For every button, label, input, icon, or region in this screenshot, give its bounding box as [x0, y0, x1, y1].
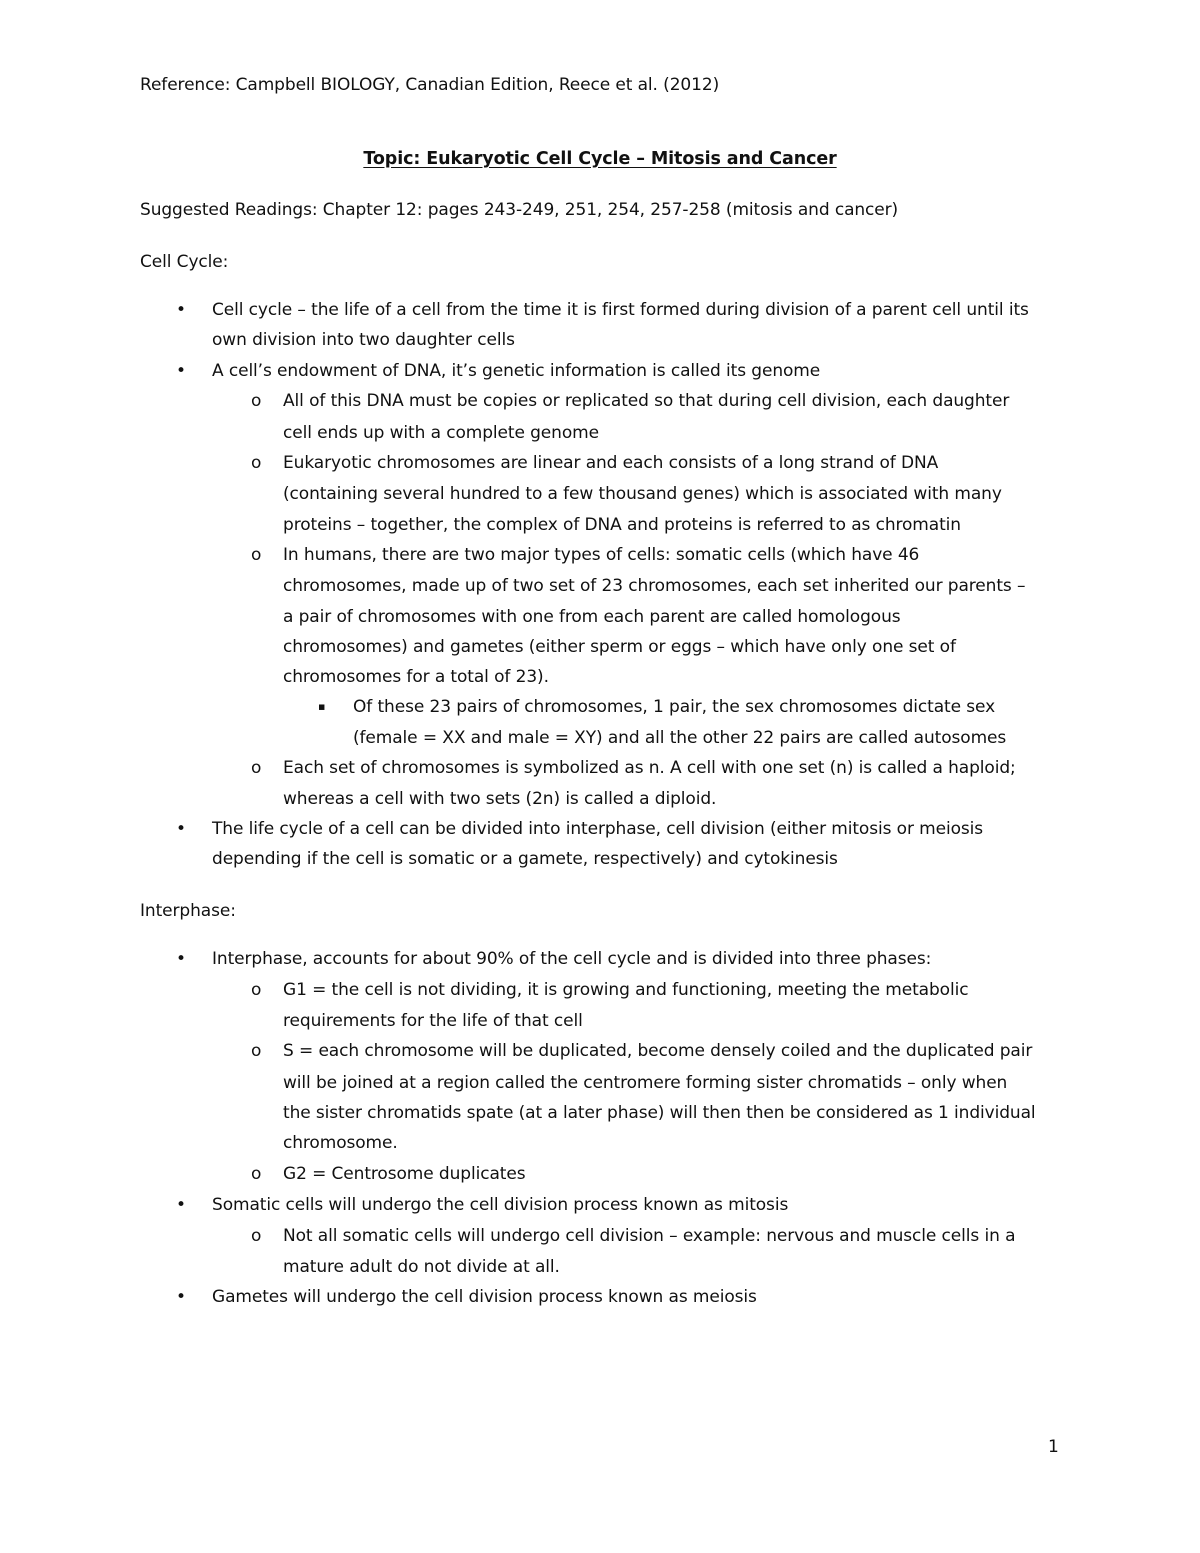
sub-list-item-continuation: chromosome.: [283, 1133, 398, 1153]
cell-cycle-heading: Cell Cycle:: [140, 252, 229, 272]
sub-list-item: Not all somatic cells will undergo cell division – example: nervous and muscle cells in a: [283, 1226, 1016, 1246]
sub-list-item-continuation: proteins – together, the complex of DNA and proteins is referred to as chromatin: [283, 515, 961, 535]
list-item: Interphase, accounts for about 90% of the cell cycle and is divided into three phases:: [212, 949, 932, 969]
sub-bullet-marker: o: [251, 545, 262, 565]
bullet-marker: •: [176, 1195, 187, 1215]
interphase-heading: Interphase:: [140, 901, 236, 921]
bullet-marker: •: [176, 949, 187, 969]
sub-list-item-continuation: chromosomes for a total of 23).: [283, 667, 549, 687]
sub-list-item: G1 = the cell is not dividing, it is growing and functioning, meeting the metabolic: [283, 980, 969, 1000]
sub-list-item: All of this DNA must be copies or replicated so that during cell division, each daughter: [283, 391, 1010, 411]
sub-list-item-continuation: (containing several hundred to a few thousand genes) which is associated with many: [283, 484, 1002, 504]
bullet-marker: •: [176, 1287, 187, 1307]
sub-list-item-continuation: will be joined at a region called the centromere forming sister chromatids – only when: [283, 1073, 1008, 1093]
bullet-marker: •: [176, 361, 187, 381]
list-item-continuation: own division into two daughter cells: [212, 330, 515, 350]
sub-bullet-marker: o: [251, 391, 262, 411]
list-item: Gametes will undergo the cell division process known as meiosis: [212, 1287, 757, 1307]
sub-list-item-continuation: chromosomes, made up of two set of 23 chromosomes, each set inherited our parents –: [283, 576, 1026, 596]
list-item: A cell’s endowment of DNA, it’s genetic information is called its genome: [212, 361, 821, 381]
reference-line: Reference: Campbell BIOLOGY, Canadian Edition, Reece et al. (2012): [140, 75, 720, 95]
sub-list-item-continuation: mature adult do not divide at all.: [283, 1257, 560, 1277]
sub-list-item: S = each chromosome will be duplicated, become densely coiled and the duplicated pair: [283, 1041, 1033, 1061]
list-item-continuation: depending if the cell is somatic or a gamete, respectively) and cytokinesis: [212, 849, 838, 869]
sub-list-item: Each set of chromosomes is symbolized as n. A cell with one set (n) is called a haploid;: [283, 758, 1016, 778]
sub-list-item: Eukaryotic chromosomes are linear and each consists of a long strand of DNA: [283, 453, 939, 473]
sub-sub-list-item-continuation: (female = XX and male = XY) and all the other 22 pairs are called autosomes: [353, 728, 1007, 748]
list-item: Cell cycle – the life of a cell from the time it is first formed during division of a parent cell until its: [212, 300, 1029, 320]
suggested-readings: Suggested Readings: Chapter 12: pages 243-249, 251, 254, 257-258 (mitosis and cancer): [140, 200, 899, 220]
page-title: Topic: Eukaryotic Cell Cycle – Mitosis and Cancer: [363, 149, 837, 169]
sub-bullet-marker: o: [251, 1041, 262, 1061]
sub-bullet-marker: o: [251, 980, 262, 1000]
sub-list-item-continuation: chromosomes) and gametes (either sperm or eggs – which have only one set of: [283, 637, 956, 657]
sub-bullet-marker: o: [251, 1226, 262, 1246]
list-item: The life cycle of a cell can be divided into interphase, cell division (either mitosis or meiosis: [212, 819, 984, 839]
sub-list-item-continuation: requirements for the life of that cell: [283, 1011, 583, 1031]
list-item: Somatic cells will undergo the cell division process known as mitosis: [212, 1195, 789, 1215]
sub-bullet-marker: o: [251, 758, 262, 778]
sub-sub-list-item: Of these 23 pairs of chromosomes, 1 pair, the sex chromosomes dictate sex: [353, 697, 996, 717]
sub-list-item-continuation: the sister chromatids spate (at a later phase) will then then be considered as 1 individual: [283, 1103, 1036, 1123]
bullet-marker: •: [176, 819, 187, 839]
sub-list-item: G2 = Centrosome duplicates: [283, 1164, 526, 1184]
sub-bullet-marker: o: [251, 1164, 262, 1184]
sub-list-item-continuation: whereas a cell with two sets (2n) is called a diploid.: [283, 789, 717, 809]
bullet-marker: •: [176, 300, 187, 320]
page-number: 1: [1048, 1437, 1059, 1457]
sub-bullet-marker: o: [251, 453, 262, 473]
sub-list-item-continuation: cell ends up with a complete genome: [283, 423, 599, 443]
sub-sub-bullet-marker: ▪: [318, 700, 326, 713]
sub-list-item: In humans, there are two major types of cells: somatic cells (which have 46: [283, 545, 920, 565]
sub-list-item-continuation: a pair of chromosomes with one from each parent are called homologous: [283, 607, 901, 627]
